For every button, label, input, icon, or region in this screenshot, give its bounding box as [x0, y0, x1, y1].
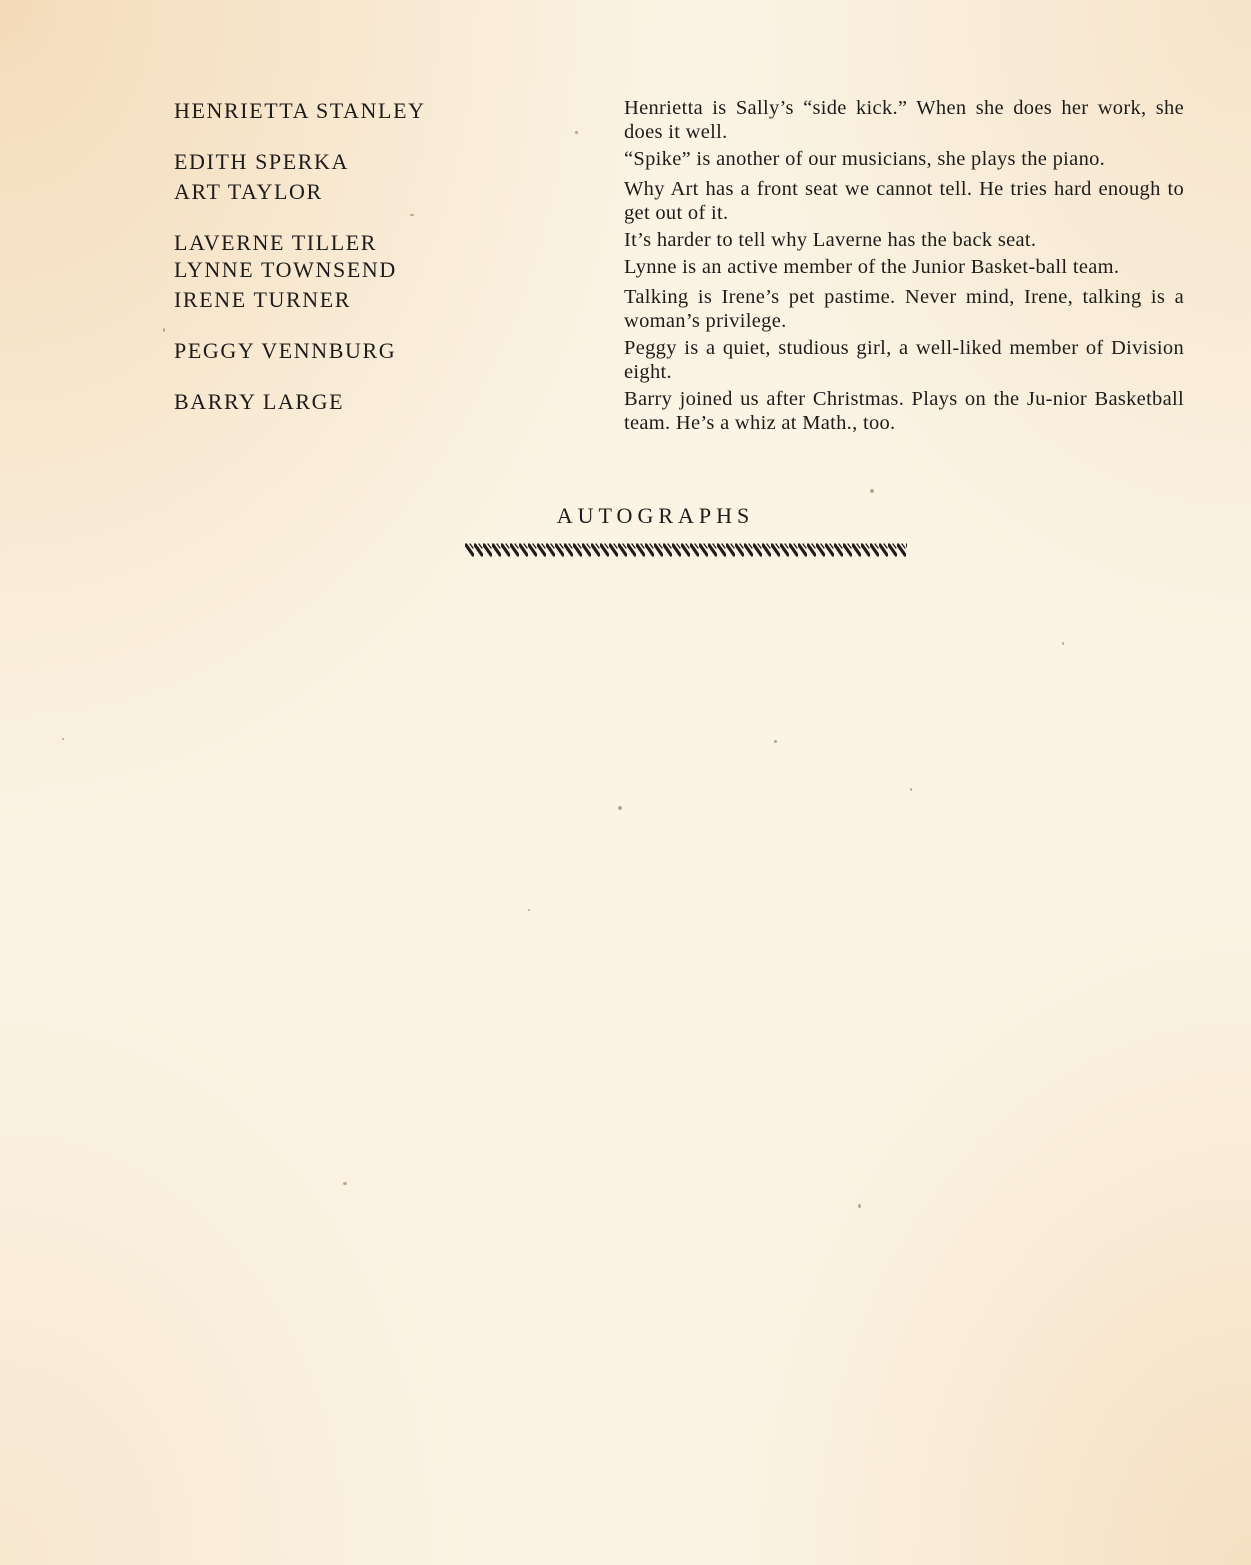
student-description: Why Art has a front seat we cannot tell. He tries hard enough to get out of it.: [624, 178, 1184, 224]
paper-speck: [1062, 642, 1064, 645]
rope-ornament-rule: [465, 541, 907, 559]
student-name: ART TAYLOR: [174, 179, 323, 204]
paper-speck: [163, 328, 165, 332]
student-name: EDITH SPERKA: [174, 149, 350, 174]
student-name: HENRIETTA STANLEY: [174, 98, 426, 123]
entry-edith-sperka: [174, 147, 1184, 174]
student-description: Henrietta is Sally’s “side kick.” When she does her work, she does it well.: [624, 97, 1184, 143]
paper-speck: [528, 909, 530, 911]
entry-laverne-tiller: [174, 228, 1184, 255]
paper-speck: [575, 131, 578, 134]
student-name: IRENE TURNER: [174, 287, 352, 312]
paper-speck: [858, 1204, 861, 1208]
entry-irene-turner: [174, 285, 1184, 333]
paper-speck: [410, 214, 414, 216]
paper-speck: [870, 489, 874, 493]
student-entries: [174, 96, 1184, 435]
student-description: “Spike” is another of our musicians, she plays the piano.: [624, 148, 1106, 170]
paper-speck: [618, 806, 622, 810]
entry-lynne-townsend: [174, 255, 1184, 282]
student-description: Peggy is a quiet, studious girl, a well-liked member of Division eight.: [624, 337, 1184, 383]
student-description: It’s harder to tell why Laverne has the back seat.: [624, 229, 1037, 251]
student-description: Lynne is an active member of the Junior Basket-ball team.: [624, 256, 1120, 278]
student-description: Talking is Irene’s pet pastime. Never mind, Irene, talking is a woman’s privilege.: [624, 286, 1184, 332]
student-description: Barry joined us after Christmas. Plays on the Ju-nior Basketball team. He’s a whiz at Math., too.: [624, 388, 1184, 434]
paper-speck: [62, 738, 64, 740]
entry-peggy-vennburg: [174, 336, 1184, 384]
autographs-heading: AUTOGRAPHS: [556, 503, 755, 528]
student-name: LAVERNE TILLER: [174, 230, 378, 255]
entry-art-taylor: [174, 177, 1184, 225]
paper-speck: [910, 788, 912, 791]
entry-barry-large: [174, 387, 1184, 435]
student-name: LYNNE TOWNSEND: [174, 257, 397, 282]
entry-henrietta-stanley: [174, 96, 1184, 144]
paper-speck: [774, 740, 777, 743]
student-name: BARRY LARGE: [174, 389, 345, 414]
paper-speck: [343, 1182, 347, 1185]
student-name: PEGGY VENNBURG: [174, 338, 397, 363]
